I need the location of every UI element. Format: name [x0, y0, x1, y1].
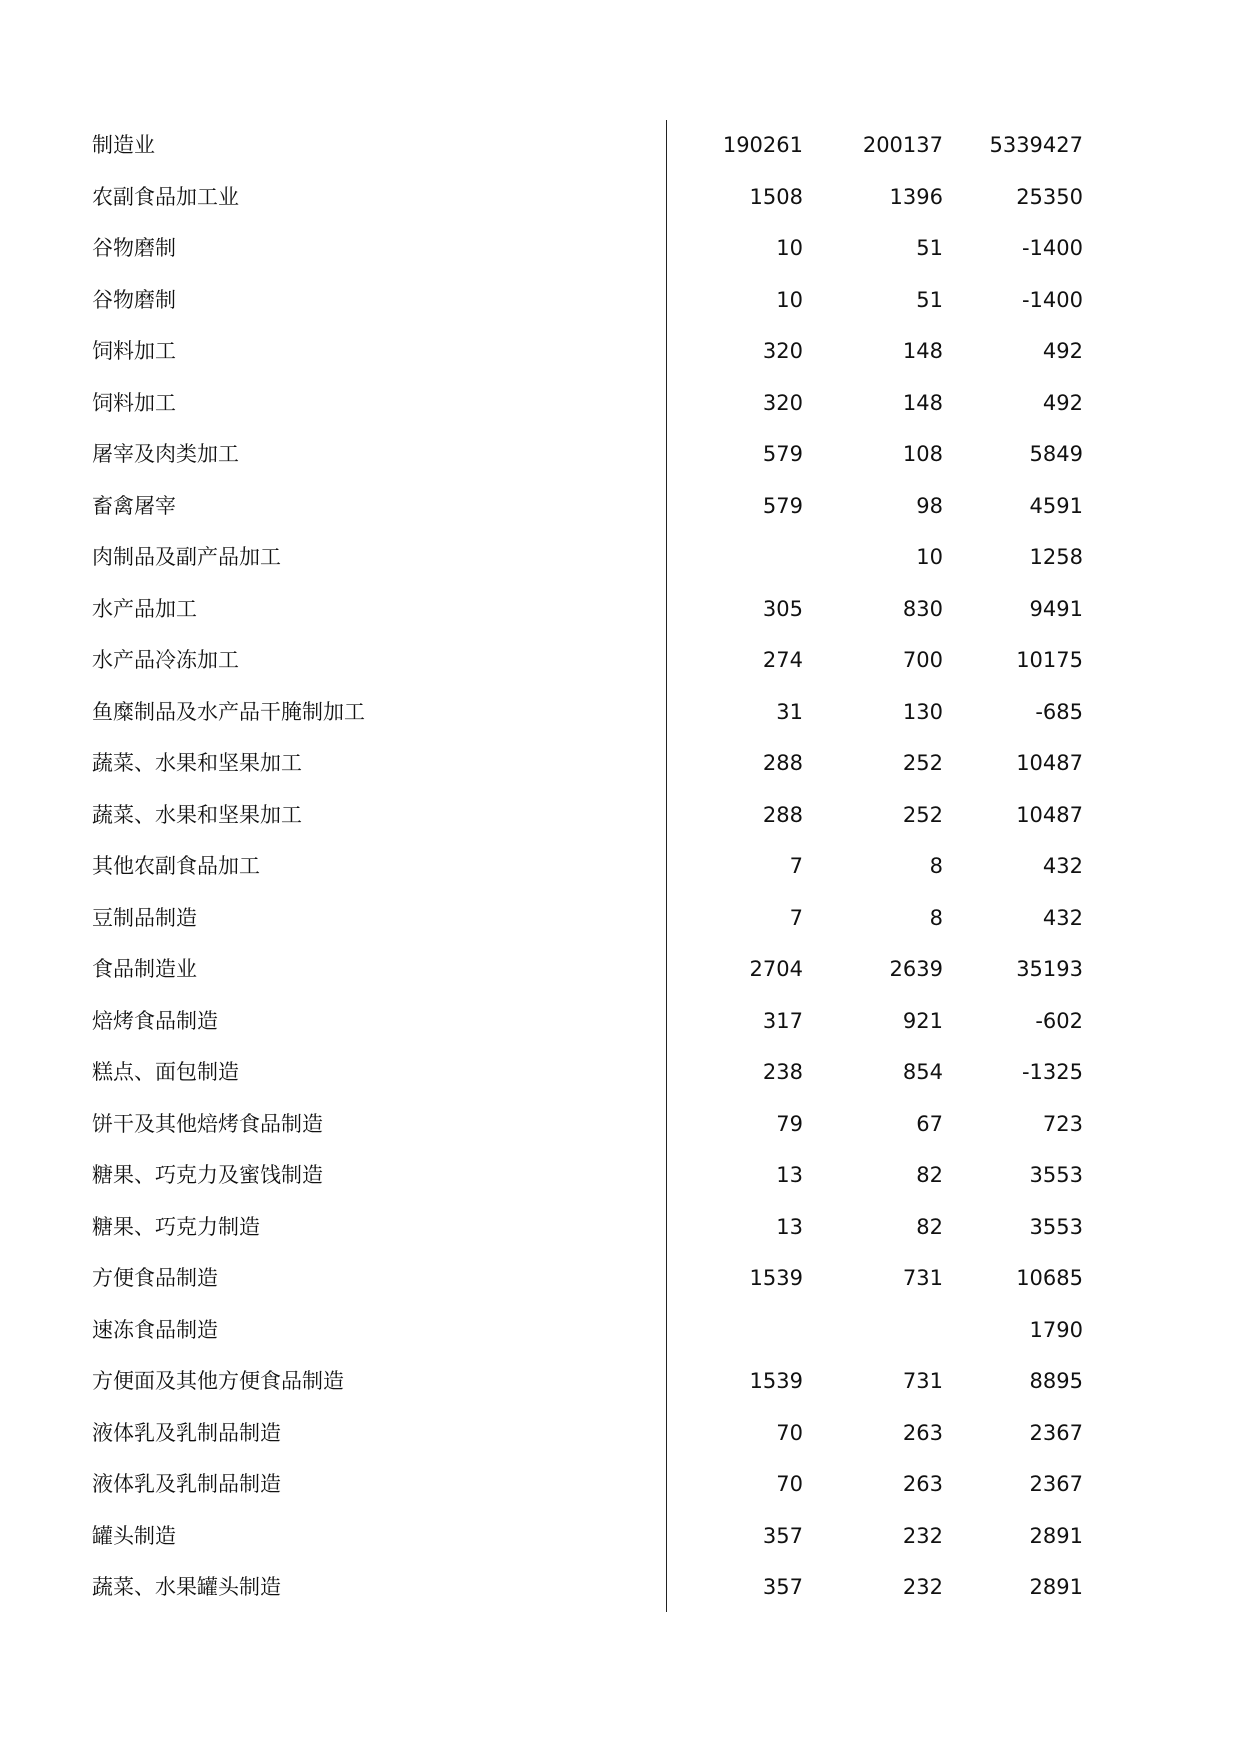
industry-name-cell: 畜禽屠宰 [92, 493, 176, 518]
value-cell-2: 200137 [862, 133, 943, 157]
value-cell-1: 357 [762, 1575, 803, 1599]
value-cell-1: 288 [762, 751, 803, 775]
table-row [0, 223, 1240, 275]
industry-table [0, 120, 1240, 1614]
value-cell-1: 70 [776, 1420, 803, 1445]
table-row [0, 275, 1240, 327]
value-cell-3: -685 [1035, 699, 1083, 724]
industry-name-cell: 谷物磨制 [92, 236, 176, 260]
value-cell-3: -1400 [1021, 236, 1083, 260]
value-cell-1: 10 [776, 236, 803, 260]
value-cell-1: 274 [762, 648, 803, 672]
value-cell-1 [680, 1305, 803, 1357]
value-cell-2: 854 [902, 1060, 943, 1084]
value-cell-1 [680, 532, 803, 584]
value-cell-3: 492 [1042, 390, 1083, 415]
industry-name-cell: 糕点、面包制造 [92, 1060, 239, 1084]
industry-name-cell: 饲料加工 [92, 339, 176, 363]
industry-name-cell: 鱼糜制品及水产品干腌制加工 [92, 699, 365, 724]
value-cell-1: 357 [762, 1523, 803, 1548]
value-cell-2: 263 [902, 1472, 943, 1496]
value-cell-2: 108 [902, 442, 943, 466]
industry-name-cell: 饲料加工 [92, 390, 176, 415]
industry-name-cell: 水产品冷冻加工 [92, 648, 239, 672]
value-cell-3: 432 [1042, 905, 1083, 930]
industry-name-cell: 糖果、巧克力制造 [92, 1214, 260, 1239]
industry-name-cell: 食品制造业 [92, 957, 197, 981]
table-row [0, 1562, 1240, 1614]
industry-name-cell: 蔬菜、水果和坚果加工 [92, 802, 302, 827]
value-cell-3: 2367 [1029, 1420, 1083, 1445]
value-cell-2: 10 [916, 545, 943, 569]
value-cell-2: 51 [916, 287, 943, 312]
table-row [0, 1408, 1240, 1460]
value-cell-2: 731 [902, 1266, 943, 1290]
table-row [0, 687, 1240, 739]
value-cell-3: 10487 [1016, 751, 1083, 775]
table-row [0, 841, 1240, 893]
industry-name-cell: 糖果、巧克力及蜜饯制造 [92, 1163, 323, 1187]
value-cell-3: 10175 [1016, 648, 1083, 672]
value-cell-1: 7 [789, 854, 803, 878]
table-row [0, 326, 1240, 378]
industry-name-cell: 罐头制造 [92, 1523, 176, 1548]
table-row [0, 172, 1240, 224]
table-row [0, 1202, 1240, 1254]
industry-name-cell: 谷物磨制 [92, 287, 176, 312]
table-row [0, 481, 1240, 533]
value-cell-1: 13 [776, 1163, 803, 1187]
value-cell-2: 830 [902, 596, 943, 621]
value-cell-2: 51 [916, 236, 943, 260]
industry-name-cell: 制造业 [92, 133, 155, 157]
value-cell-3: 35193 [1016, 957, 1083, 981]
table-row [0, 1047, 1240, 1099]
value-cell-1: 70 [776, 1472, 803, 1496]
table-row [0, 120, 1240, 172]
value-cell-1: 288 [762, 802, 803, 827]
value-cell-3: 4591 [1029, 493, 1083, 518]
value-cell-2: 252 [902, 751, 943, 775]
value-cell-3: 10685 [1016, 1266, 1083, 1290]
table-row [0, 1253, 1240, 1305]
value-cell-2: 1396 [889, 184, 943, 209]
value-cell-2: 67 [916, 1111, 943, 1136]
value-cell-1: 320 [762, 390, 803, 415]
value-cell-1: 31 [776, 699, 803, 724]
value-cell-1: 1539 [749, 1369, 803, 1393]
value-cell-3: -1400 [1021, 287, 1083, 312]
value-cell-1: 79 [776, 1111, 803, 1136]
value-cell-3: 9491 [1029, 596, 1083, 621]
value-cell-3: 2891 [1029, 1575, 1083, 1599]
industry-name-cell: 方便面及其他方便食品制造 [92, 1369, 344, 1393]
value-cell-3: 2891 [1029, 1523, 1083, 1548]
value-cell-2: 232 [902, 1575, 943, 1599]
value-cell-1: 317 [762, 1008, 803, 1033]
table-row [0, 738, 1240, 790]
table-row [0, 893, 1240, 945]
industry-name-cell: 屠宰及肉类加工 [92, 442, 239, 466]
table-row [0, 635, 1240, 687]
value-cell-2: 731 [902, 1369, 943, 1393]
value-cell-2: 263 [902, 1420, 943, 1445]
value-cell-1: 7 [789, 905, 803, 930]
industry-name-cell: 其他农副食品加工 [92, 854, 260, 878]
industry-name-cell: 豆制品制造 [92, 905, 197, 930]
table-row [0, 1356, 1240, 1408]
value-cell-1: 2704 [749, 957, 803, 981]
value-cell-2: 82 [916, 1214, 943, 1239]
value-cell-3: 723 [1042, 1111, 1083, 1136]
value-cell-1: 320 [762, 339, 803, 363]
table-row [0, 429, 1240, 481]
value-cell-3: 10487 [1016, 802, 1083, 827]
table-row [0, 1305, 1240, 1357]
table-row [0, 996, 1240, 1048]
table-row [0, 1099, 1240, 1151]
value-cell-1: 238 [762, 1060, 803, 1084]
industry-name-cell: 蔬菜、水果罐头制造 [92, 1575, 281, 1599]
value-cell-1: 190261 [722, 133, 803, 157]
industry-name-cell: 水产品加工 [92, 596, 197, 621]
industry-name-cell: 蔬菜、水果和坚果加工 [92, 751, 302, 775]
value-cell-1: 579 [762, 493, 803, 518]
value-cell-2: 98 [916, 493, 943, 518]
industry-name-cell: 液体乳及乳制品制造 [92, 1472, 281, 1496]
value-cell-2: 700 [902, 648, 943, 672]
table-row [0, 532, 1240, 584]
value-cell-2 [820, 1305, 943, 1357]
value-cell-2: 8 [929, 905, 943, 930]
table-row [0, 944, 1240, 996]
table-row [0, 378, 1240, 430]
industry-name-cell: 农副食品加工业 [92, 184, 239, 209]
value-cell-3: 3553 [1029, 1214, 1083, 1239]
value-cell-3: 3553 [1029, 1163, 1083, 1187]
table-row [0, 1511, 1240, 1563]
value-cell-1: 1508 [749, 184, 803, 209]
value-cell-2: 8 [929, 854, 943, 878]
value-cell-1: 579 [762, 442, 803, 466]
value-cell-2: 921 [902, 1008, 943, 1033]
value-cell-1: 305 [762, 596, 803, 621]
value-cell-3: -602 [1035, 1008, 1083, 1033]
value-cell-3: 25350 [1016, 184, 1083, 209]
value-cell-1: 13 [776, 1214, 803, 1239]
value-cell-1: 10 [776, 287, 803, 312]
table-row [0, 1459, 1240, 1511]
value-cell-2: 148 [902, 390, 943, 415]
value-cell-2: 2639 [889, 957, 943, 981]
value-cell-3: 1258 [1029, 545, 1083, 569]
value-cell-3: 432 [1042, 854, 1083, 878]
table-row [0, 584, 1240, 636]
value-cell-3: 8895 [1029, 1369, 1083, 1393]
value-cell-2: 82 [916, 1163, 943, 1187]
value-cell-3: 492 [1042, 339, 1083, 363]
industry-name-cell: 方便食品制造 [92, 1266, 218, 1290]
value-cell-2: 252 [902, 802, 943, 827]
value-cell-1: 1539 [749, 1266, 803, 1290]
value-cell-3: 5849 [1029, 442, 1083, 466]
table-row [0, 790, 1240, 842]
value-cell-3: -1325 [1021, 1060, 1083, 1084]
value-cell-2: 148 [902, 339, 943, 363]
value-cell-2: 232 [902, 1523, 943, 1548]
industry-name-cell: 液体乳及乳制品制造 [92, 1420, 281, 1445]
industry-name-cell: 饼干及其他焙烤食品制造 [92, 1111, 323, 1136]
industry-name-cell: 肉制品及副产品加工 [92, 545, 281, 569]
value-cell-3: 1790 [1029, 1317, 1083, 1342]
industry-name-cell: 速冻食品制造 [92, 1317, 218, 1342]
value-cell-2: 130 [902, 699, 943, 724]
value-cell-3: 2367 [1029, 1472, 1083, 1496]
table-row [0, 1150, 1240, 1202]
industry-name-cell: 焙烤食品制造 [92, 1008, 218, 1033]
value-cell-3: 5339427 [989, 133, 1083, 157]
